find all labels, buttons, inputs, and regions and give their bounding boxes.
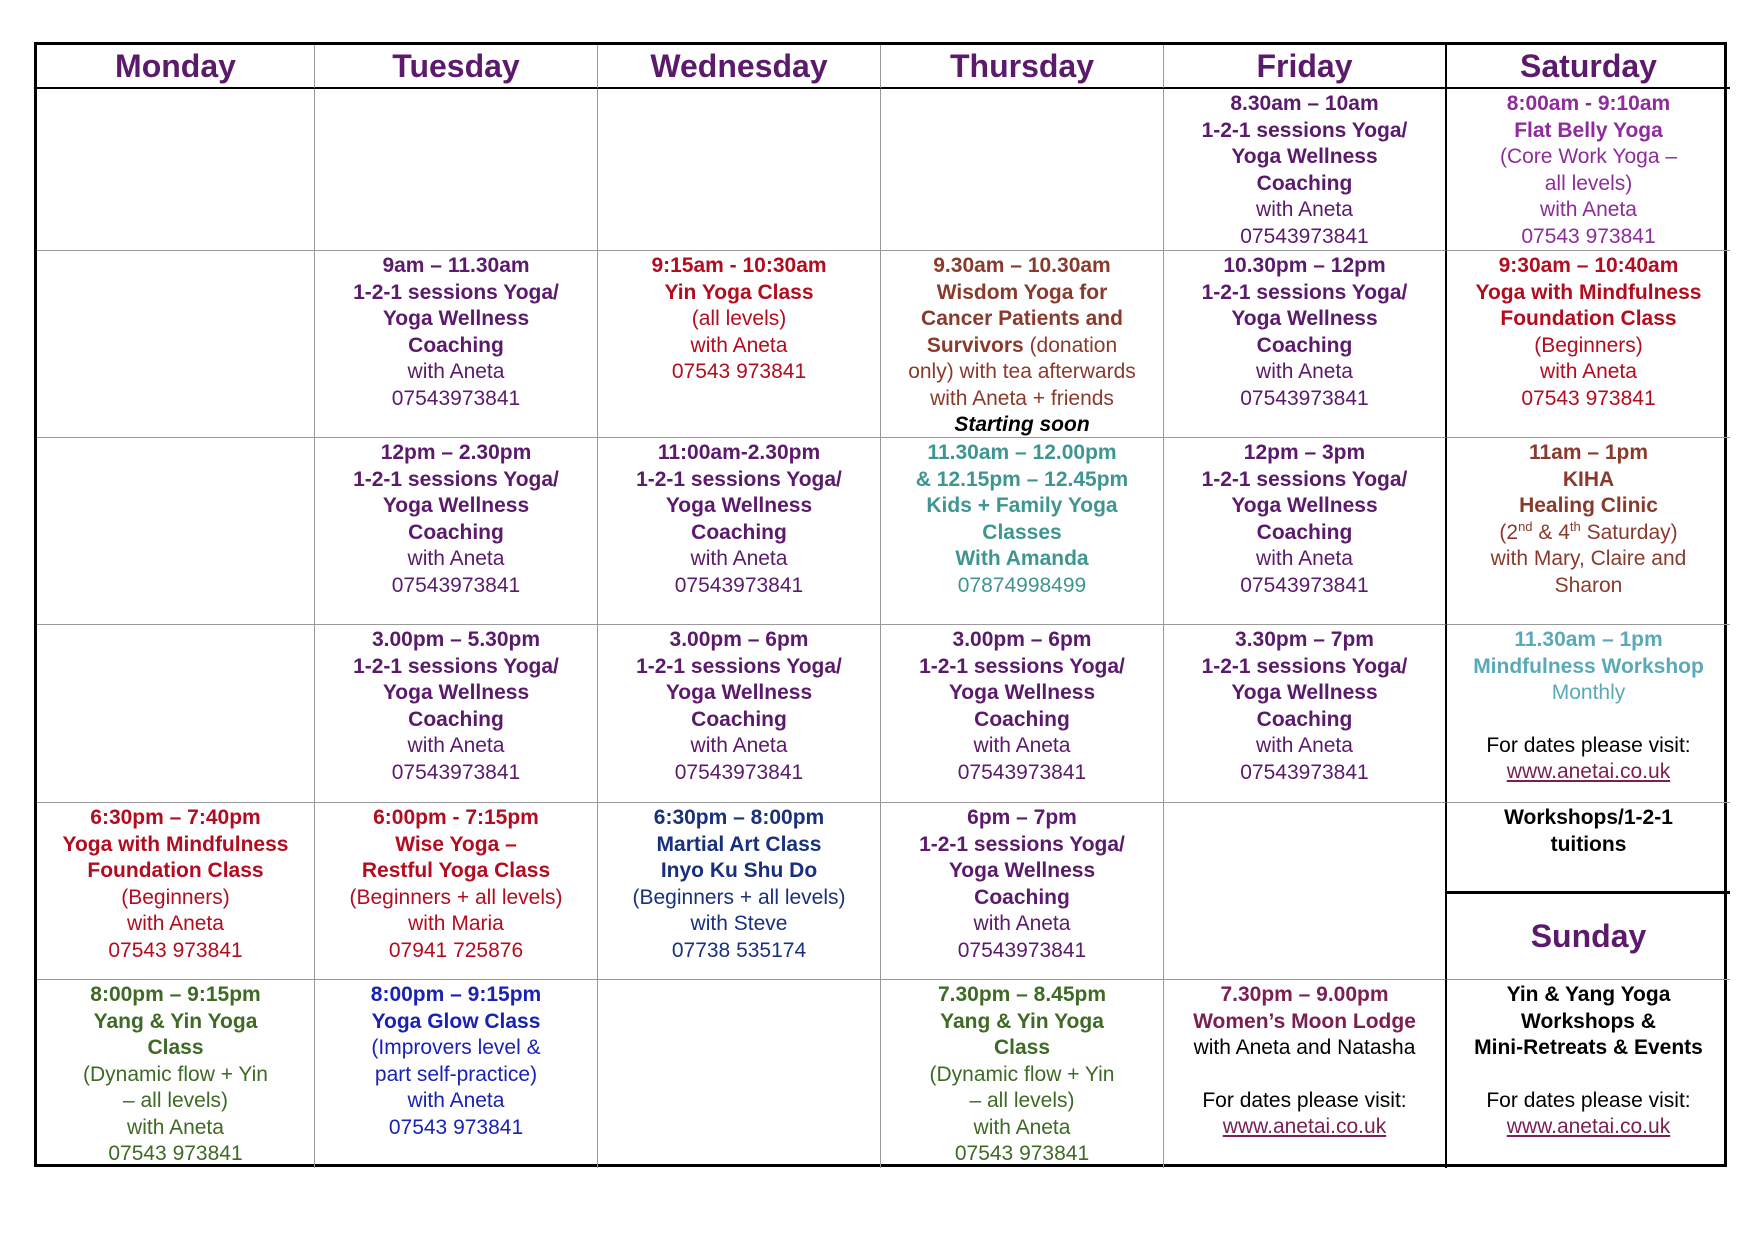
session-title: 1-2-1 sessions Yoga/ <box>636 467 842 491</box>
session-title: Martial Art Class <box>656 832 822 856</box>
session-title: Coaching <box>974 707 1070 731</box>
saturday-workshops <box>1447 803 1730 891</box>
session-title: Yoga Wellness <box>665 681 813 704</box>
session-tuesday-4 <box>315 625 598 803</box>
session-time: 7.30pm – 8.45pm <box>937 983 1107 1006</box>
session-phone: 07543 973841 <box>954 1142 1090 1165</box>
session-wednesday-5 <box>598 803 881 980</box>
empty-cell <box>315 89 598 251</box>
session-title: 1-2-1 sessions Yoga/ <box>1201 118 1408 142</box>
session-time: 12pm – 3pm <box>1243 441 1366 464</box>
session-phone: 07543973841 <box>391 760 521 784</box>
session-level: (Beginners + all levels) <box>632 885 846 909</box>
session-time: 9.30am – 10.30am <box>933 254 1111 277</box>
session-teacher: with Steve <box>690 912 788 935</box>
session-title: Coaching <box>408 520 504 544</box>
session-phone: 07543973841 <box>1240 760 1369 784</box>
session-title: Flat Belly Yoga <box>1514 118 1663 142</box>
session-time: 8:00pm – 9:15pm <box>90 983 261 1006</box>
session-title: Classes <box>982 520 1062 544</box>
session-level: (Beginners) <box>121 885 230 909</box>
session-thursday-4 <box>881 625 1164 803</box>
session-title: Coaching <box>974 885 1070 909</box>
session-description: only) with tea afterwards <box>908 360 1136 383</box>
session-teacher: with Aneta <box>1256 198 1353 221</box>
session-teacher: with Aneta <box>407 360 505 383</box>
session-friday-1 <box>1164 89 1447 251</box>
session-friday-6 <box>1164 980 1447 1168</box>
session-title: Yang & Yin Yoga <box>940 1009 1104 1033</box>
session-note: Starting soon <box>954 413 1090 436</box>
empty-cell <box>598 89 881 251</box>
session-friday-4 <box>1164 625 1447 803</box>
session-time: 3.00pm – 6pm <box>669 628 809 651</box>
session-time: 11.30am – 1pm <box>1514 628 1663 651</box>
session-tuesday-6 <box>315 980 598 1168</box>
session-description: part self-practice) <box>374 1062 538 1086</box>
session-time: 8:00pm – 9:15pm <box>370 983 542 1006</box>
empty-cell <box>1164 803 1447 980</box>
session-schedule: (2nd & 4th Saturday) <box>1499 518 1678 544</box>
session-time: 3.00pm – 6pm <box>952 628 1092 651</box>
weekly-timetable <box>34 42 1727 1167</box>
session-teacher: with Aneta <box>127 912 224 935</box>
session-title: 1-2-1 sessions Yoga/ <box>1201 280 1408 304</box>
sunday-title: Mini-Retreats & Events <box>1474 1036 1703 1059</box>
sunday-events <box>1447 980 1730 1168</box>
session-thursday-6 <box>881 980 1164 1168</box>
session-time: 11:00am-2.30pm <box>657 441 821 464</box>
session-title: Coaching <box>1256 171 1353 195</box>
session-title: Inyo Ku Shu Do <box>660 859 818 882</box>
empty-cell <box>598 980 881 1168</box>
session-time: 12pm – 2.30pm <box>380 441 532 464</box>
session-title: Yoga Wellness <box>1231 681 1378 704</box>
session-title: 1-2-1 sessions Yoga/ <box>353 654 559 678</box>
session-title: Kids + Family Yoga <box>926 494 1118 517</box>
session-teacher: with Aneta <box>1540 360 1637 383</box>
session-teacher: with Aneta <box>1540 198 1637 221</box>
session-title: Yin Yoga Class <box>664 280 814 304</box>
website-link[interactable]: www.anetai.co.uk <box>1222 1115 1387 1138</box>
session-title: Coaching <box>691 520 787 544</box>
session-time: 9:15am - 10:30am <box>651 254 827 277</box>
session-time: 9:30am – 10:40am <box>1498 254 1679 277</box>
session-title: Yoga with Mindfulness <box>62 832 289 856</box>
session-wednesday-3 <box>598 438 881 625</box>
session-wednesday-4 <box>598 625 881 803</box>
session-title: Class <box>993 1036 1051 1059</box>
website-link[interactable]: www.anetai.co.uk <box>1506 760 1671 783</box>
session-phone: 07543973841 <box>1240 573 1369 597</box>
empty-cell <box>37 89 315 251</box>
session-phone: 07543973841 <box>957 938 1087 962</box>
session-saturday-2 <box>1447 251 1730 438</box>
session-title: KIHA <box>1562 467 1615 491</box>
session-teacher: With Amanda <box>955 547 1089 570</box>
session-time: 11am – 1pm <box>1528 441 1649 464</box>
session-thursday-3 <box>881 438 1164 625</box>
session-teacher: with Aneta and Natasha <box>1193 1036 1416 1059</box>
session-phone: 07543973841 <box>674 573 804 597</box>
session-phone: 07738 535174 <box>671 938 807 962</box>
session-teacher: with Maria <box>408 912 504 935</box>
session-title: Yoga with Mindfulness <box>1475 280 1702 304</box>
session-phone: 07543 973841 <box>671 360 807 383</box>
header-sunday: Sunday <box>1447 891 1730 980</box>
session-time: 6:30pm – 7:40pm <box>90 806 261 829</box>
header-thursday: Thursday <box>881 45 1164 89</box>
empty-cell <box>37 251 315 438</box>
session-tuesday-2 <box>315 251 598 438</box>
session-title: Coaching <box>408 333 504 357</box>
session-level: (all levels) <box>691 307 787 330</box>
session-title: Coaching <box>1256 520 1353 544</box>
session-time: 8.30am – 10am <box>1230 92 1379 115</box>
session-title: Yoga Wellness <box>1231 494 1378 517</box>
session-time: 7.30pm – 9.00pm <box>1220 983 1389 1006</box>
header-tuesday: Tuesday <box>315 45 598 89</box>
dates-label: For dates please visit: <box>1486 733 1691 757</box>
dates-label: For dates please visit: <box>1202 1088 1407 1112</box>
session-friday-2 <box>1164 251 1447 438</box>
session-thursday-5 <box>881 803 1164 980</box>
session-teacher: with Aneta <box>1256 360 1353 383</box>
session-teacher: Sharon <box>1554 573 1623 597</box>
header-monday: Monday <box>37 45 315 89</box>
session-tuesday-3 <box>315 438 598 625</box>
session-description: all levels) <box>1544 171 1633 195</box>
session-time: 9am – 11.30am <box>382 254 530 277</box>
session-title: 1-2-1 sessions Yoga/ <box>636 654 842 678</box>
session-teacher: with Aneta <box>127 1115 224 1139</box>
session-teacher: with Aneta <box>407 1089 505 1112</box>
session-title: Yoga Wellness <box>1231 145 1378 168</box>
session-title: Class <box>147 1036 204 1059</box>
session-teacher: with Aneta <box>973 912 1071 935</box>
session-time: 3.30pm – 7pm <box>1235 628 1374 651</box>
session-teacher: with Aneta <box>690 547 788 570</box>
session-title: Foundation Class <box>87 859 264 882</box>
session-phone: 07543 973841 <box>108 938 243 962</box>
session-thursday-2 <box>881 251 1164 438</box>
header-wednesday: Wednesday <box>598 45 881 89</box>
session-phone: 07543973841 <box>391 386 521 410</box>
session-title: 1-2-1 sessions Yoga/ <box>1201 467 1408 491</box>
session-title: Yoga Glow Class <box>371 1009 541 1033</box>
session-description: – all levels) <box>969 1089 1075 1112</box>
session-title: Yoga Wellness <box>1231 307 1378 330</box>
sunday-title: Workshops & <box>1521 1009 1656 1033</box>
session-saturday-3 <box>1447 438 1730 625</box>
session-phone: 07543 973841 <box>108 1142 243 1165</box>
session-phone: 07543 973841 <box>1521 224 1656 248</box>
session-title: Yoga Wellness <box>948 859 1096 882</box>
session-title: Yoga Wellness <box>382 681 530 704</box>
session-phone: 07543973841 <box>957 760 1087 784</box>
session-title: 1-2-1 sessions Yoga/ <box>353 467 559 491</box>
header-friday: Friday <box>1164 45 1447 89</box>
session-phone: 07543 973841 <box>388 1115 524 1139</box>
session-title: Cancer Patients and <box>921 307 1123 330</box>
session-time: 8:00am - 9:10am <box>1506 92 1671 115</box>
session-phone: 07543973841 <box>674 760 804 784</box>
session-phone: 07543973841 <box>1240 224 1369 248</box>
session-teacher: with Mary, Claire and <box>1490 547 1687 570</box>
session-description: (Dynamic flow + Yin <box>929 1062 1115 1086</box>
session-phone: 07941 725876 <box>388 938 524 962</box>
session-friday-3 <box>1164 438 1447 625</box>
session-title: 1-2-1 sessions Yoga/ <box>919 832 1125 856</box>
session-time: 6:30pm – 8:00pm <box>653 806 825 829</box>
session-title: Yoga Wellness <box>382 307 530 330</box>
session-title: Yang & Yin Yoga <box>93 1009 258 1033</box>
session-saturday-4 <box>1447 625 1730 803</box>
session-phone: 07874998499 <box>957 573 1087 597</box>
sunday-title: Yin & Yang Yoga <box>1506 983 1671 1006</box>
session-description: (donation <box>1023 333 1118 357</box>
session-teacher: with Aneta <box>973 1115 1071 1139</box>
session-frequency: Monthly <box>1551 681 1626 704</box>
session-time: 10.30pm – 12pm <box>1223 254 1386 277</box>
session-title: 1-2-1 sessions Yoga/ <box>353 280 559 304</box>
session-wednesday-2 <box>598 251 881 438</box>
session-teacher: with Aneta <box>690 333 788 357</box>
session-time: & 12.15pm – 12.45pm <box>915 467 1129 491</box>
session-teacher: with Aneta <box>1256 734 1353 757</box>
session-title: 1-2-1 sessions Yoga/ <box>1201 654 1408 678</box>
session-title: Coaching <box>691 707 787 731</box>
session-teacher: with Aneta <box>690 734 788 757</box>
workshops-title: tuitions <box>1550 832 1627 856</box>
session-phone: 07543973841 <box>1240 386 1369 410</box>
session-teacher: with Aneta <box>407 547 505 570</box>
session-level: (Beginners + all levels) <box>349 885 563 909</box>
session-tuesday-5 <box>315 803 598 980</box>
session-title: Women’s Moon Lodge <box>1193 1009 1416 1033</box>
empty-cell <box>37 438 315 625</box>
session-level: (Beginners) <box>1534 333 1643 357</box>
website-link[interactable]: www.anetai.co.uk <box>1506 1115 1671 1138</box>
session-time: 6pm – 7pm <box>967 806 1077 829</box>
session-title: Wise Yoga – <box>395 832 517 856</box>
session-phone: 07543973841 <box>391 573 521 597</box>
session-title: Survivors <box>926 333 1024 357</box>
session-title: Coaching <box>408 707 504 731</box>
session-teacher: with Aneta + friends <box>930 386 1114 410</box>
session-time: 6:00pm - 7:15pm <box>373 806 539 829</box>
session-title: Wisdom Yoga for <box>936 280 1108 304</box>
session-time: 11.30am – 12.00pm <box>927 441 1117 464</box>
workshops-title: Workshops/1-2-1 <box>1504 806 1673 829</box>
session-monday-5 <box>37 803 315 980</box>
session-description: (Core Work Yoga – <box>1499 145 1678 168</box>
session-description: – all levels) <box>122 1089 229 1112</box>
header-saturday: Saturday <box>1447 45 1730 89</box>
session-phone: 07543 973841 <box>1521 386 1656 410</box>
session-title: Yoga Wellness <box>382 494 530 517</box>
session-title: Coaching <box>1256 707 1353 731</box>
session-title: Restful Yoga Class <box>361 859 551 882</box>
session-saturday-1 <box>1447 89 1730 251</box>
session-title: Yoga Wellness <box>948 681 1096 704</box>
session-description: (Dynamic flow + Yin <box>83 1062 268 1086</box>
session-title: Yoga Wellness <box>665 494 813 517</box>
empty-cell <box>37 625 315 803</box>
session-description: (Improvers level & <box>371 1036 541 1059</box>
session-time: 3.00pm – 5.30pm <box>371 628 541 651</box>
session-title: Mindfulness Workshop <box>1473 654 1704 678</box>
session-title: 1-2-1 sessions Yoga/ <box>919 654 1125 678</box>
session-title: Foundation Class <box>1500 307 1677 330</box>
session-teacher: with Aneta <box>1256 547 1353 570</box>
session-monday-6 <box>37 980 315 1168</box>
session-teacher: with Aneta <box>407 734 505 757</box>
session-title: Healing Clinic <box>1519 494 1658 517</box>
session-teacher: with Aneta <box>973 734 1071 757</box>
empty-cell <box>881 89 1164 251</box>
dates-label: For dates please visit: <box>1486 1088 1691 1112</box>
session-title: Coaching <box>1256 333 1353 357</box>
